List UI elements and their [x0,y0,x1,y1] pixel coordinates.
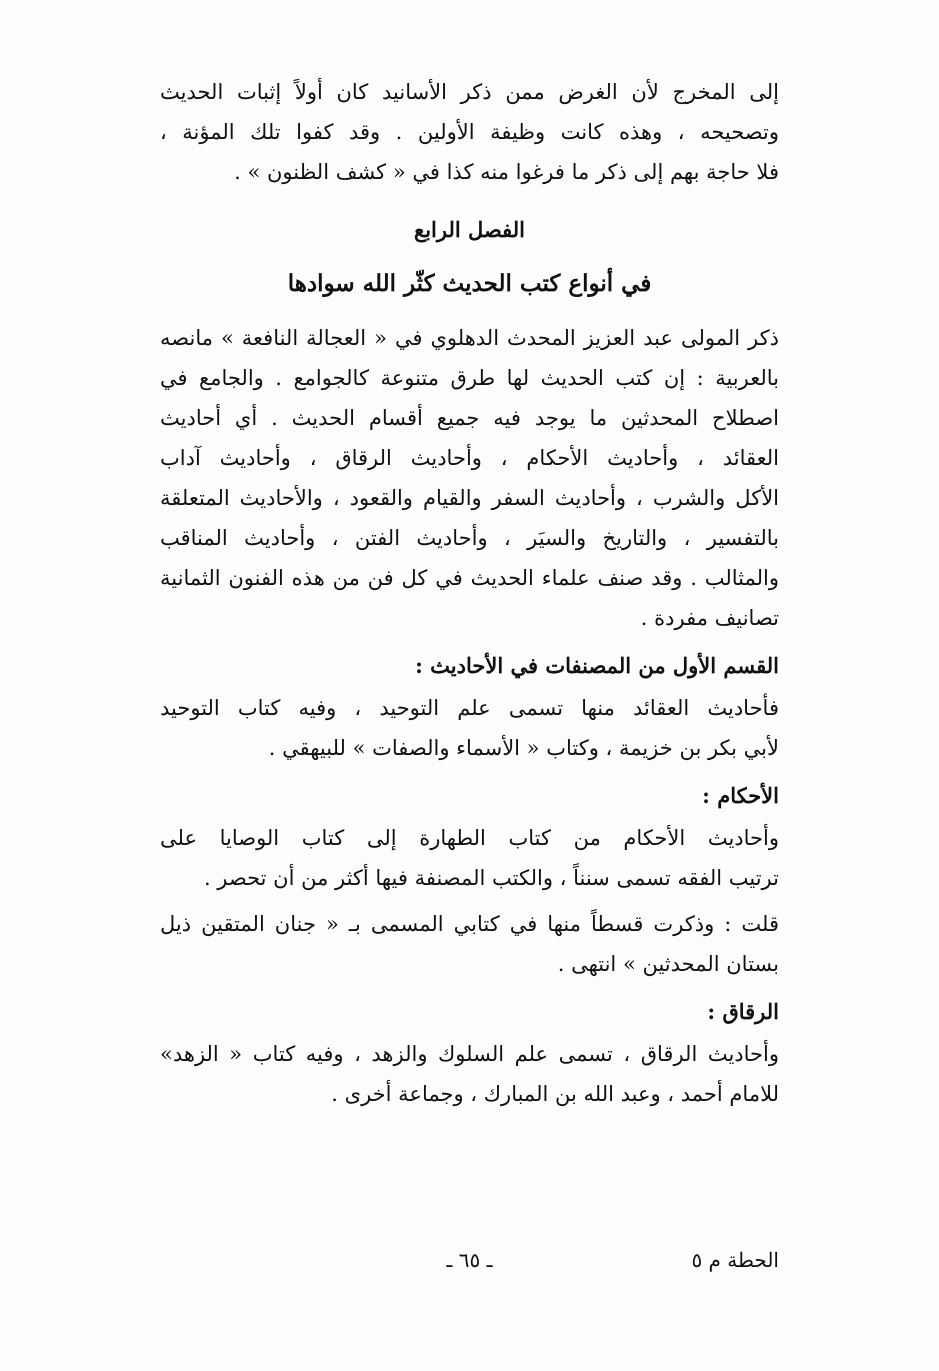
page-footer [160,1240,779,1280]
text-line: والمثالب . وقد صنف علماء الحديث في كل فن من هذه الفنون الثمانية [160,566,779,590]
section-paragraph [160,688,779,768]
section-paragraph [160,818,779,898]
section-heading: الرقاق : [707,999,779,1024]
signature-mark: الحطة م ٥ [691,1248,779,1272]
note-paragraph [160,904,779,984]
chapter-label: الفصل الرابع [414,217,525,242]
text-line: تصانيف مفردة . [640,606,779,630]
text-line: وأحاديث الرقاق ، تسمى علم السلوك والزهد ، وفيه كتاب « الزهد» [160,1042,779,1066]
text-line: وتصحيحه ، وهذه كانت وظيفة الأولين . وقد كفوا تلك المؤنة ، [160,120,779,144]
text-line: لأبي بكر بن خزيمة ، وكتاب « الأسماء والصفات » للبيهقي . [268,736,779,760]
text-line: بالتفسير ، والتاريخ والسيَر ، وأحاديث الفتن ، وأحاديث المناقب [160,526,779,550]
text-line: قلت : وذكرت قسطاً منها في كتابي المسمى بـ « جنان المتقين ذيل [160,912,779,936]
text-line: بستان المحدثين » انتهى . [557,952,779,976]
intro-paragraph [160,72,779,192]
body-paragraph [160,318,779,638]
text-line: فأحاديث العقائد منها تسمى علم التوحيد ، وفيه كتاب التوحيد [160,696,779,720]
text-line: للامام أحمد ، وعبد الله بن المبارك ، وجماعة أخرى . [331,1082,779,1106]
text-line: إلى المخرج لأن الغرض ممن ذكر الأسانيد كان أولاً إثبات الحديث [160,80,779,104]
section-heading: القسم الأول من المصنفات في الأحاديث : [415,653,779,678]
text-line: وأحاديث الأحكام من كتاب الطهارة إلى كتاب الوصايا على [160,826,779,850]
chapter-title: في أنواع كتب الحديث كثّر الله سوادها [287,270,652,297]
text-line: بالعربية : إن كتب الحديث لها طرق متنوعة كالجوامع . والجامع في [160,366,779,390]
text-line: العقائد ، وأحاديث الأحكام ، وأحاديث الرقاق ، وأحاديث آداب [160,446,779,470]
text-line: ترتيب الفقه تسمى سنناً ، والكتب المصنفة فيها أكثر من أن تحصر . [203,866,779,890]
section-heading: الأحكام : [702,783,779,808]
section-paragraph [160,1034,779,1114]
page-number: ـ ٦٥ ـ [446,1248,493,1272]
text-line: اصطلاح المحدثين ما يوجد فيه جميع أقسام الحديث . أي أحاديث [160,406,779,430]
text-line: ذكر المولى عبد العزيز المحدث الدهلوي في « العجالة النافعة » مانصه [160,326,779,350]
text-line: فلا حاجة بهم إلى ذكر ما فرغوا منه كذا في « كشف الظنون » . [234,160,779,184]
text-column [160,72,779,1120]
text-line: الأكل والشرب ، وأحاديث السفر والقيام والقعود ، والأحاديث المتعلقة [160,486,779,510]
